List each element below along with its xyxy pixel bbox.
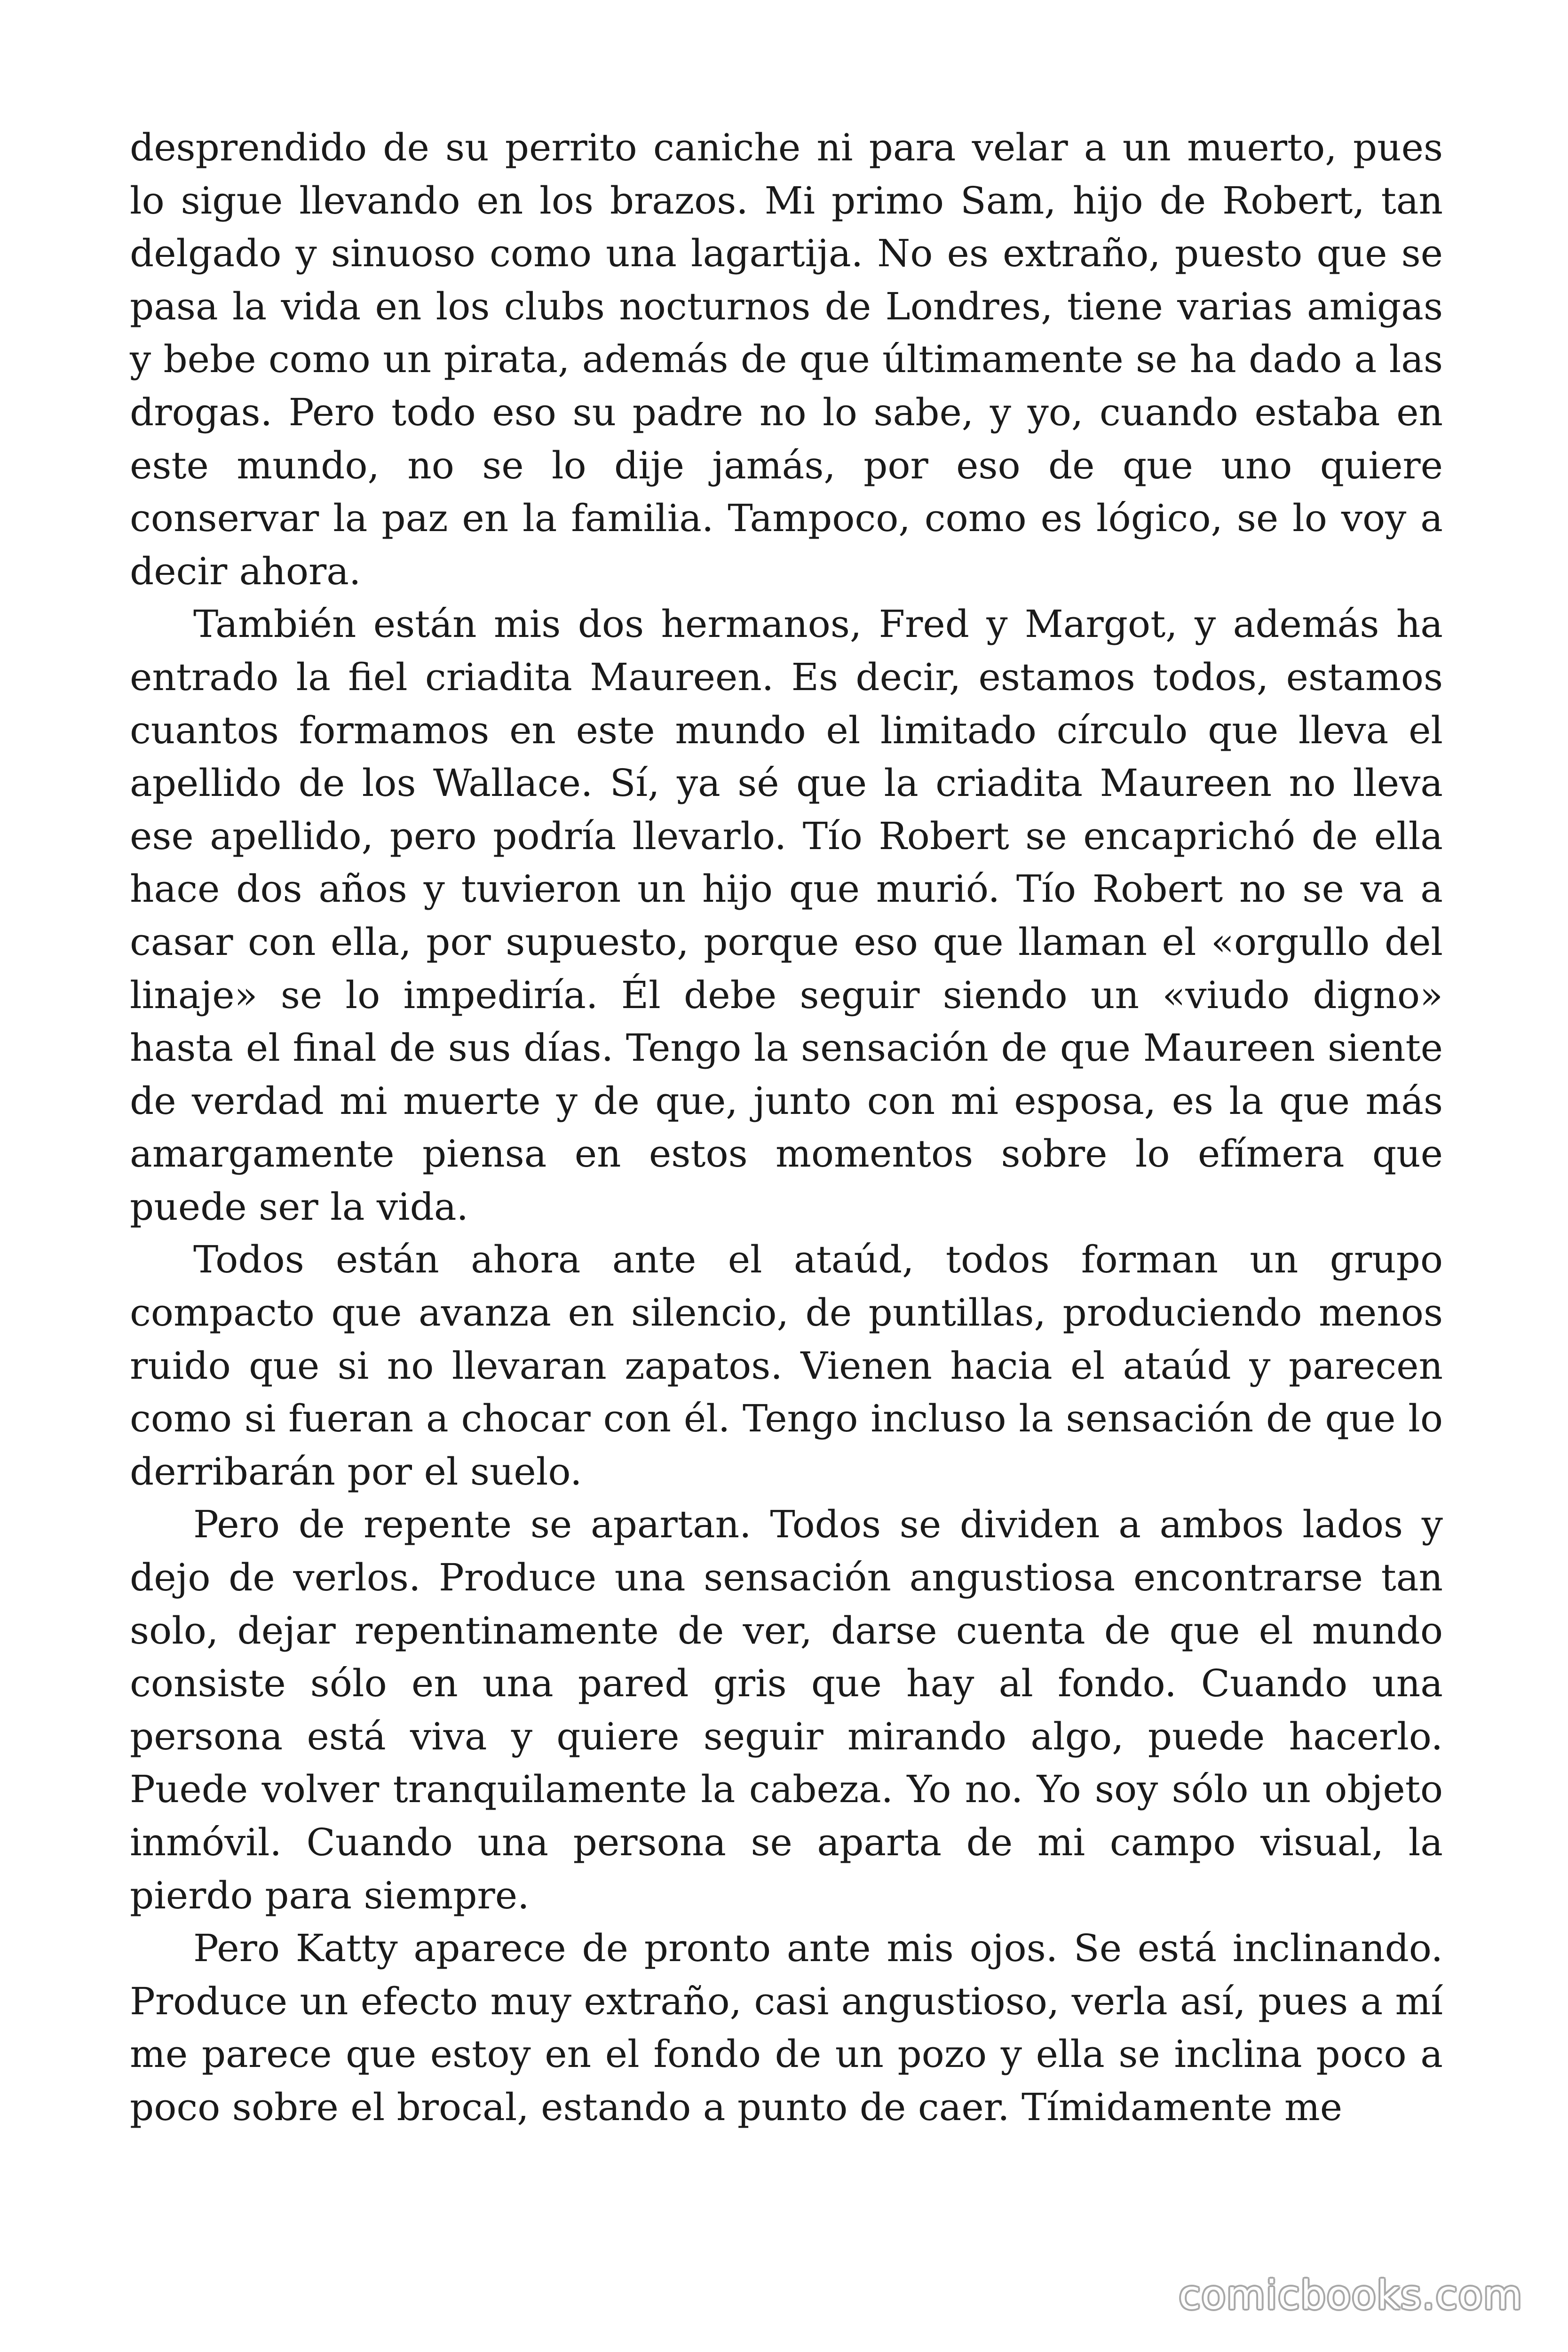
site-watermark: comicbooks.com xyxy=(1179,2272,1523,2318)
paragraph-4: Pero de repente se apartan. Todos se dividen a ambos lados y dejo de verlos. Produce una sensación angustiosa encontrarse tan solo, dejar repentinamente de ver, darse cuenta de que el mundo consiste sólo en una pared gris que hay al fondo. Cuando una persona está viva y quiere seguir mirando algo, puede hacerlo. Puede volver tranquilamente la cabeza. Yo no. Yo soy sólo un objeto inmóvil. Cuando una persona se aparta de mi campo visual, la pierdo para siempre. xyxy=(130,1502,1443,1917)
paragraph-2: También están mis dos hermanos, Fred y Margot, y además ha entrado la fiel criadita Maureen. Es decir, estamos todos, estamos cuantos formamos en este mundo el limitado círculo que lleva el apellido de los Wallace. Sí, ya sé que la criadita Maureen no lleva ese apellido, pero podría llevarlo. Tío Robert se encaprichó de ella hace dos años y tuvieron un hijo que murió. Tío Robert no se va a casar con ella, por supuesto, porque eso que llaman el «orgullo del linaje» se lo impediría. Él debe seguir siendo un «viudo digno» hasta el final de sus días. Tengo la sensación de que Maureen siente de verdad mi muerte y de que, junto con mi esposa, es la que más amargamente piensa en estos momentos sobre lo efímera que puede ser la vida. xyxy=(130,602,1443,1229)
paragraph-3: Todos están ahora ante el ataúd, todos forman un grupo compacto que avanza en silencio, de puntillas, produciendo menos ruido que si no llevaran zapatos. Vienen hacia el ataúd y parecen como si fueran a chocar con él. Tengo incluso la sensación de que lo derribarán por el suelo. xyxy=(130,1238,1443,1494)
paragraph-5: Pero Katty aparece de pronto ante mis ojos. Se está inclinando. Produce un efecto muy extraño, casi angustioso, verla así, pues a mí me parece que estoy en el fondo de un pozo y ella se inclina poco a poco sobre el brocal, estando a punto de caer. Tímidamente me xyxy=(130,1926,1443,2129)
paragraph-1: desprendido de su perrito caniche ni para velar a un muerto, pues lo sigue llevando en los brazos. Mi primo Sam, hijo de Robert, tan delgado y sinuoso como una lagartija. No es extraño, puesto que se pasa la vida en los clubs nocturnos de Londres, tiene varias amigas y bebe como un pirata, además de que últimamente se ha dado a las drogas. Pero todo eso su padre no lo sabe, y yo, cuando estaba en este mundo, no se lo dije jamás, por eso de que uno quiere conservar la paz en la familia. Tampoco, como es lógico, se lo voy a decir ahora. xyxy=(130,126,1443,593)
body-text xyxy=(130,121,1443,2134)
